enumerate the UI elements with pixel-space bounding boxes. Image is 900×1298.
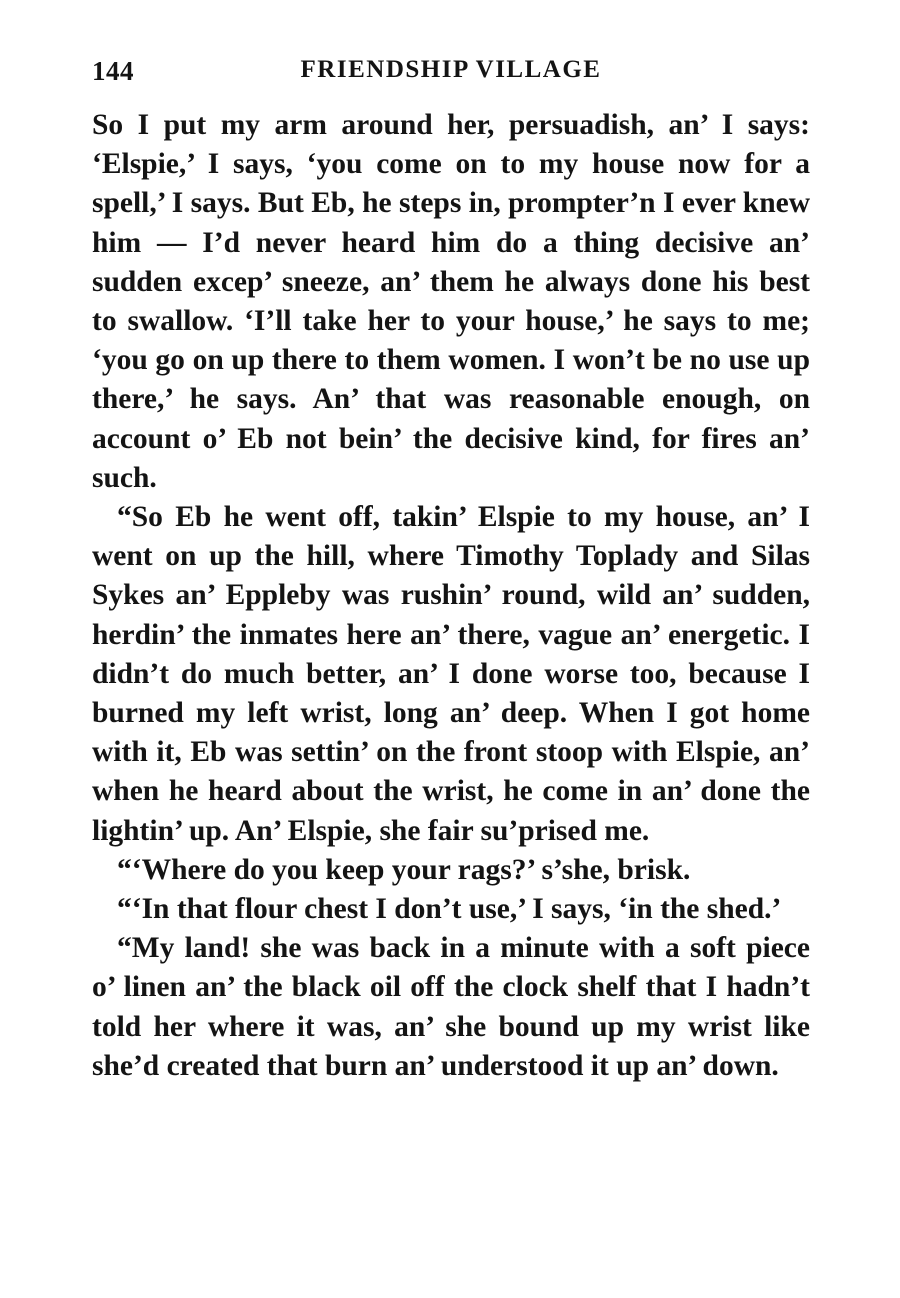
page-number: 144: [92, 56, 134, 86]
book-page: [92, 56, 810, 1086]
paragraph: “So Eb he went off, takin’ Elspie to my house, an’ I went on up the hill, where Timothy Toplady and Silas Sykes an’ Eppleby was rushin’ round, wild an’ sudden, herdin’ the inmates here an’ there, vague an’ energetic. I didn’t do much better, an’ I done worse too, because I burned my left wrist, long an’ deep. When I got home with it, Eb was settin’ on the front stoop with Elspie, an’ when he heard about the wrist, he come in an’ done the lightin’ up. An’ Elspie, she fair su’prised me.: [92, 501, 810, 847]
paragraph: “My land! she was back in a minute with a soft piece o’ linen an’ the black oil off the clock shelf that I hadn’t told her where it was, an’ she bound up my wrist like she’d created that burn an’ understood it up an’ down.: [92, 932, 810, 1082]
paragraph: “‘In that flour chest I don’t use,’ I says, ‘in the shed.’: [117, 893, 782, 926]
paragraph: “‘Where do you keep your rags?’ s’she, brisk.: [117, 853, 691, 886]
running-title: FRIENDSHIP VILLAGE: [300, 56, 602, 83]
paragraph-continued: So I put my arm around her, persuadish, an’ I says: ‘Elspie,’ I says, ‘you come on to my house now for a spell,’ I says. But Eb, he steps in, prompter’n I ever knew him — I’d never heard him do a thing decisive an’ sudden excep’ sneeze, an’ them he always done his best to swallow. ‘I’ll take her to your house,’ he says to me; ‘you go on up there to them women. I won’t be no use up there,’ he says. An’ that was reasonable enough, on account o’ Eb not bein’ the decisive kind, for fires an’ such.: [92, 109, 810, 494]
body-text: [92, 106, 810, 1086]
running-head: [92, 56, 810, 96]
